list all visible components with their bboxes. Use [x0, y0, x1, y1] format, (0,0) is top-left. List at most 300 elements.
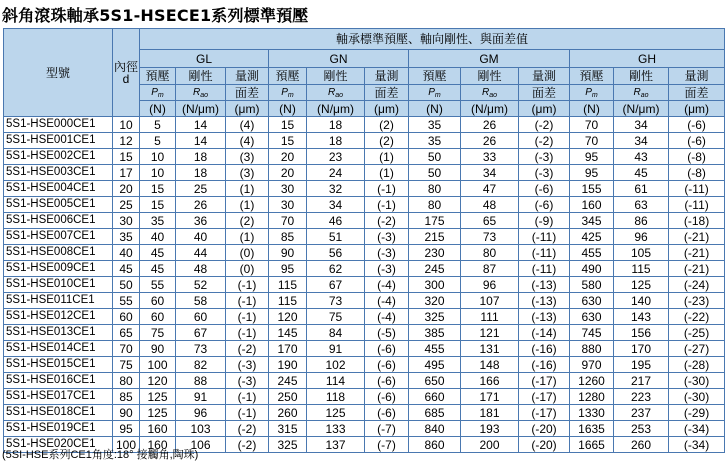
- value-cell: 45: [140, 245, 176, 261]
- preload-symbol: P: [281, 86, 288, 98]
- value-cell: (0): [226, 261, 269, 277]
- value-cell: (-30): [669, 373, 725, 389]
- table-row: [4, 293, 725, 309]
- value-cell: 5: [140, 117, 176, 133]
- value-cell: 143: [614, 309, 669, 325]
- value-cell: 1260: [570, 373, 614, 389]
- value-cell: (-6): [365, 405, 409, 421]
- model-cell: 5S1-HSE009CE1: [4, 261, 113, 277]
- measure-unit: (μm): [519, 101, 570, 117]
- bore-cell: 80: [113, 373, 140, 389]
- value-cell: (-2): [519, 117, 570, 133]
- value-cell: 67: [307, 277, 365, 293]
- value-cell: 26: [461, 133, 519, 149]
- value-cell: (2): [226, 213, 269, 229]
- model-cell: 5S1-HSE014CE1: [4, 341, 113, 357]
- value-cell: 20: [269, 149, 307, 165]
- rigidity-unit: (N/μm): [461, 101, 519, 117]
- value-cell: (-16): [519, 341, 570, 357]
- value-cell: (-2): [226, 341, 269, 357]
- value-cell: 90: [140, 341, 176, 357]
- model-cell: 5S1-HSE010CE1: [4, 277, 113, 293]
- preload-symbol: P: [151, 86, 158, 98]
- value-cell: 170: [614, 341, 669, 357]
- value-cell: (-28): [669, 357, 725, 373]
- table-row: [4, 277, 725, 293]
- value-cell: 175: [409, 213, 461, 229]
- value-cell: 106: [176, 437, 226, 453]
- value-cell: (-16): [519, 357, 570, 373]
- value-cell: (0): [226, 245, 269, 261]
- value-cell: (-29): [669, 405, 725, 421]
- rigidity-symbol: R: [192, 86, 201, 98]
- model-cell: 5S1-HSE018CE1: [4, 405, 113, 421]
- value-cell: 40: [140, 229, 176, 245]
- value-cell: (-11): [519, 245, 570, 261]
- value-cell: (-6): [519, 197, 570, 213]
- rigidity-subscript: ao: [640, 91, 649, 99]
- value-cell: 35: [409, 117, 461, 133]
- table-row: [4, 181, 725, 197]
- value-cell: 18: [176, 165, 226, 181]
- value-cell: (-6): [365, 389, 409, 405]
- value-cell: 18: [307, 117, 365, 133]
- value-cell: (-25): [669, 325, 725, 341]
- model-cell: 5S1-HSE013CE1: [4, 325, 113, 341]
- rigidity-symbol: R: [327, 86, 336, 98]
- value-cell: (4): [226, 117, 269, 133]
- value-cell: 47: [461, 181, 519, 197]
- value-cell: 260: [614, 437, 669, 453]
- value-cell: (-34): [669, 421, 725, 437]
- value-cell: (-17): [519, 389, 570, 405]
- value-cell: (-27): [669, 341, 725, 357]
- value-cell: 20: [269, 165, 307, 181]
- value-cell: (-7): [365, 421, 409, 437]
- table-row: [4, 389, 725, 405]
- value-cell: (-1): [226, 309, 269, 325]
- value-cell: 63: [614, 197, 669, 213]
- value-cell: 56: [307, 245, 365, 261]
- bore-header: [113, 29, 140, 117]
- value-cell: 15: [269, 133, 307, 149]
- value-cell: 103: [176, 421, 226, 437]
- value-cell: (-22): [669, 309, 725, 325]
- model-cell: 5S1-HSE004CE1: [4, 181, 113, 197]
- value-cell: 245: [269, 373, 307, 389]
- value-cell: (-11): [519, 261, 570, 277]
- table-row: [4, 373, 725, 389]
- table-body: [4, 117, 725, 453]
- value-cell: 630: [570, 293, 614, 309]
- preload-table: [3, 28, 725, 453]
- value-cell: (2): [365, 133, 409, 149]
- model-cell: 5S1-HSE016CE1: [4, 373, 113, 389]
- value-cell: 155: [570, 181, 614, 197]
- table-row: [4, 213, 725, 229]
- value-cell: 1280: [570, 389, 614, 405]
- rigidity-subscript: ao: [200, 91, 209, 99]
- value-cell: (-3): [519, 165, 570, 181]
- value-cell: 70: [269, 213, 307, 229]
- value-cell: (-4): [365, 277, 409, 293]
- bore-cell: 60: [113, 309, 140, 325]
- value-cell: 490: [570, 261, 614, 277]
- value-cell: 345: [570, 213, 614, 229]
- value-cell: 44: [176, 245, 226, 261]
- value-cell: 15: [140, 181, 176, 197]
- preload-label: 預壓: [140, 68, 176, 85]
- value-cell: 48: [176, 261, 226, 277]
- value-cell: 30: [269, 197, 307, 213]
- value-cell: (-11): [669, 181, 725, 197]
- value-cell: (-5): [365, 325, 409, 341]
- model-cell: 5S1-HSE019CE1: [4, 421, 113, 437]
- value-cell: (-17): [519, 405, 570, 421]
- value-cell: (-11): [519, 229, 570, 245]
- value-cell: 14: [176, 117, 226, 133]
- value-cell: (-21): [669, 229, 725, 245]
- value-cell: 260: [269, 405, 307, 421]
- value-cell: 58: [176, 293, 226, 309]
- value-cell: 1330: [570, 405, 614, 421]
- preload-unit: (N): [140, 101, 176, 117]
- value-cell: 34: [614, 117, 669, 133]
- value-cell: 171: [461, 389, 519, 405]
- preload-label: 預壓: [409, 68, 461, 85]
- value-cell: 300: [409, 277, 461, 293]
- value-cell: 96: [461, 277, 519, 293]
- value-cell: 170: [269, 341, 307, 357]
- value-cell: 245: [409, 261, 461, 277]
- value-cell: (-13): [519, 309, 570, 325]
- model-cell: 5S1-HSE003CE1: [4, 165, 113, 181]
- preload-label: 預壓: [570, 68, 614, 85]
- value-cell: (-2): [226, 421, 269, 437]
- value-cell: 51: [307, 229, 365, 245]
- measure-label: 量測: [365, 68, 409, 85]
- grade-header: GH: [570, 50, 725, 68]
- value-cell: 34: [307, 197, 365, 213]
- model-cell: 5S1-HSE000CE1: [4, 117, 113, 133]
- value-cell: 50: [409, 165, 461, 181]
- table-row: [4, 405, 725, 421]
- preload-subscript: m: [434, 91, 441, 99]
- measure-label: 量測: [226, 68, 269, 85]
- table-row: [4, 357, 725, 373]
- value-cell: 26: [461, 117, 519, 133]
- value-cell: 195: [614, 357, 669, 373]
- value-cell: 60: [140, 309, 176, 325]
- preload-subscript: m: [287, 91, 294, 99]
- value-cell: (-20): [519, 421, 570, 437]
- table-row: [4, 325, 725, 341]
- value-cell: 61: [614, 181, 669, 197]
- value-cell: 148: [461, 357, 519, 373]
- bore-cell: 95: [113, 421, 140, 437]
- value-cell: 630: [570, 309, 614, 325]
- model-cell: 5S1-HSE020CE1: [4, 437, 113, 453]
- value-cell: (-6): [669, 117, 725, 133]
- rigidity-subscript: ao: [489, 91, 498, 99]
- value-cell: (-14): [519, 325, 570, 341]
- rigidity-label: 剛性: [461, 68, 519, 85]
- value-cell: 84: [307, 325, 365, 341]
- value-cell: 26: [176, 197, 226, 213]
- value-cell: 250: [269, 389, 307, 405]
- table-header: [4, 29, 725, 117]
- value-cell: 495: [409, 357, 461, 373]
- bore-label: 內徑: [113, 59, 138, 74]
- rigidity-label: 剛性: [307, 68, 365, 85]
- value-cell: (-8): [669, 149, 725, 165]
- value-cell: 60: [140, 293, 176, 309]
- bore-cell: 85: [113, 389, 140, 405]
- model-cell: 5S1-HSE011CE1: [4, 293, 113, 309]
- value-cell: 160: [140, 421, 176, 437]
- value-cell: (-2): [226, 437, 269, 453]
- value-cell: 25: [176, 181, 226, 197]
- bore-cell: 40: [113, 245, 140, 261]
- value-cell: (-7): [365, 437, 409, 453]
- value-cell: 67: [176, 325, 226, 341]
- model-header: 型號: [4, 29, 113, 117]
- value-cell: 43: [614, 149, 669, 165]
- value-cell: 96: [176, 405, 226, 421]
- value-cell: 133: [307, 421, 365, 437]
- value-cell: 181: [461, 405, 519, 421]
- value-cell: (-2): [519, 133, 570, 149]
- value-cell: 73: [307, 293, 365, 309]
- value-cell: 125: [140, 405, 176, 421]
- value-cell: 34: [461, 165, 519, 181]
- value-cell: 40: [176, 229, 226, 245]
- value-cell: 455: [409, 341, 461, 357]
- value-cell: 55: [140, 277, 176, 293]
- value-cell: (-3): [365, 245, 409, 261]
- value-cell: (-6): [365, 357, 409, 373]
- value-cell: (-13): [519, 277, 570, 293]
- value-cell: 193: [461, 421, 519, 437]
- preload-symbol-cell: [570, 85, 614, 101]
- preload-unit: (N): [269, 101, 307, 117]
- value-cell: 86: [614, 213, 669, 229]
- value-cell: 102: [307, 357, 365, 373]
- value-cell: (-3): [519, 149, 570, 165]
- value-cell: (-17): [519, 373, 570, 389]
- value-cell: 35: [409, 133, 461, 149]
- model-cell: 5S1-HSE008CE1: [4, 245, 113, 261]
- value-cell: 1635: [570, 421, 614, 437]
- rigidity-unit: (N/μm): [614, 101, 669, 117]
- measure-label-2: 面差: [669, 85, 725, 101]
- preload-unit: (N): [570, 101, 614, 117]
- value-cell: 33: [461, 149, 519, 165]
- value-cell: 18: [307, 133, 365, 149]
- value-cell: (-3): [365, 229, 409, 245]
- bore-cell: 12: [113, 133, 140, 149]
- value-cell: 15: [269, 117, 307, 133]
- value-cell: 107: [461, 293, 519, 309]
- value-cell: (-4): [365, 293, 409, 309]
- value-cell: 120: [269, 309, 307, 325]
- value-cell: 75: [140, 325, 176, 341]
- value-cell: (-1): [226, 325, 269, 341]
- value-cell: 10: [140, 165, 176, 181]
- value-cell: (1): [226, 197, 269, 213]
- bore-cell: 45: [113, 261, 140, 277]
- value-cell: 120: [140, 373, 176, 389]
- bore-cell: 25: [113, 197, 140, 213]
- value-cell: 70: [570, 117, 614, 133]
- measure-label-2: 面差: [365, 85, 409, 101]
- value-cell: 23: [307, 149, 365, 165]
- value-cell: (-1): [226, 405, 269, 421]
- value-cell: (-8): [669, 165, 725, 181]
- value-cell: (-18): [669, 213, 725, 229]
- model-cell: 5S1-HSE017CE1: [4, 389, 113, 405]
- value-cell: (-4): [365, 309, 409, 325]
- value-cell: 115: [269, 277, 307, 293]
- preload-symbol-cell: [269, 85, 307, 101]
- value-cell: 95: [269, 261, 307, 277]
- bore-cell: 20: [113, 181, 140, 197]
- value-cell: 36: [176, 213, 226, 229]
- value-cell: (3): [226, 149, 269, 165]
- value-cell: 230: [409, 245, 461, 261]
- value-cell: (-1): [226, 389, 269, 405]
- value-cell: 91: [176, 389, 226, 405]
- value-cell: (-6): [365, 341, 409, 357]
- value-cell: (2): [365, 117, 409, 133]
- model-cell: 5S1-HSE005CE1: [4, 197, 113, 213]
- table-row: [4, 149, 725, 165]
- model-cell: 5S1-HSE001CE1: [4, 133, 113, 149]
- value-cell: 115: [269, 293, 307, 309]
- value-cell: 14: [176, 133, 226, 149]
- value-cell: 160: [140, 437, 176, 453]
- value-cell: 160: [570, 197, 614, 213]
- value-cell: (-2): [365, 213, 409, 229]
- bore-symbol: d: [122, 71, 130, 86]
- value-cell: 223: [614, 389, 669, 405]
- value-cell: (-3): [226, 357, 269, 373]
- bore-cell: 10: [113, 117, 140, 133]
- model-cell: 5S1-HSE015CE1: [4, 357, 113, 373]
- footnote: (5SI-HSE系列CE1角度:18° 接觸角,陶珠): [2, 449, 199, 461]
- value-cell: 87: [461, 261, 519, 277]
- value-cell: 35: [140, 213, 176, 229]
- preload-symbol-cell: [140, 85, 176, 101]
- bore-cell: 75: [113, 357, 140, 373]
- value-cell: 111: [461, 309, 519, 325]
- page-title: 斜角滾珠軸承5S1-HSECE1系列標準預壓: [2, 6, 309, 25]
- value-cell: 34: [614, 133, 669, 149]
- value-cell: 217: [614, 373, 669, 389]
- bore-cell: 30: [113, 213, 140, 229]
- value-cell: 237: [614, 405, 669, 421]
- value-cell: 140: [614, 293, 669, 309]
- value-cell: (-6): [519, 181, 570, 197]
- value-cell: 114: [307, 373, 365, 389]
- group-header: 軸承標準預壓、軸向剛性、與面差值: [140, 29, 725, 50]
- value-cell: (-3): [226, 373, 269, 389]
- value-cell: (-24): [669, 277, 725, 293]
- value-cell: 50: [409, 149, 461, 165]
- value-cell: 52: [176, 277, 226, 293]
- rigidity-unit: (N/μm): [176, 101, 226, 117]
- value-cell: (3): [226, 165, 269, 181]
- value-cell: 105: [614, 245, 669, 261]
- value-cell: 580: [570, 277, 614, 293]
- table-row: [4, 421, 725, 437]
- model-cell: 5S1-HSE012CE1: [4, 309, 113, 325]
- bore-cell: 100: [113, 437, 140, 453]
- value-cell: 325: [269, 437, 307, 453]
- value-cell: 253: [614, 421, 669, 437]
- value-cell: 125: [307, 405, 365, 421]
- value-cell: 73: [176, 341, 226, 357]
- preload-symbol: P: [428, 86, 435, 98]
- value-cell: (-30): [669, 389, 725, 405]
- rigidity-subscript: ao: [335, 91, 344, 99]
- value-cell: 65: [461, 213, 519, 229]
- value-cell: 880: [570, 341, 614, 357]
- table-row: [4, 309, 725, 325]
- value-cell: (-6): [365, 373, 409, 389]
- grade-header: GL: [140, 50, 269, 68]
- value-cell: 32: [307, 181, 365, 197]
- value-cell: 745: [570, 325, 614, 341]
- value-cell: 315: [269, 421, 307, 437]
- grade-header: GN: [269, 50, 409, 68]
- value-cell: 100: [140, 357, 176, 373]
- value-cell: 46: [307, 213, 365, 229]
- table-row: [4, 197, 725, 213]
- rigidity-unit: (N/μm): [307, 101, 365, 117]
- value-cell: (-21): [669, 261, 725, 277]
- value-cell: 80: [461, 245, 519, 261]
- value-cell: (-11): [669, 197, 725, 213]
- value-cell: 425: [570, 229, 614, 245]
- grade-header: GM: [409, 50, 570, 68]
- table-row: [4, 261, 725, 277]
- value-cell: 90: [269, 245, 307, 261]
- value-cell: (4): [226, 133, 269, 149]
- value-cell: 62: [307, 261, 365, 277]
- value-cell: 85: [269, 229, 307, 245]
- value-cell: (-34): [669, 437, 725, 453]
- value-cell: (1): [365, 149, 409, 165]
- value-cell: (1): [226, 229, 269, 245]
- value-cell: (-20): [519, 437, 570, 453]
- value-cell: 96: [614, 229, 669, 245]
- value-cell: 30: [269, 181, 307, 197]
- rigidity-symbol-cell: [176, 85, 226, 101]
- value-cell: 1665: [570, 437, 614, 453]
- table-row: [4, 133, 725, 149]
- value-cell: 115: [614, 261, 669, 277]
- preload-subscript: m: [591, 91, 598, 99]
- value-cell: 325: [409, 309, 461, 325]
- rigidity-symbol: R: [633, 86, 641, 98]
- model-cell: 5S1-HSE007CE1: [4, 229, 113, 245]
- bore-cell: 55: [113, 293, 140, 309]
- value-cell: 10: [140, 149, 176, 165]
- value-cell: (-23): [669, 293, 725, 309]
- table-row: [4, 341, 725, 357]
- value-cell: (-6): [669, 133, 725, 149]
